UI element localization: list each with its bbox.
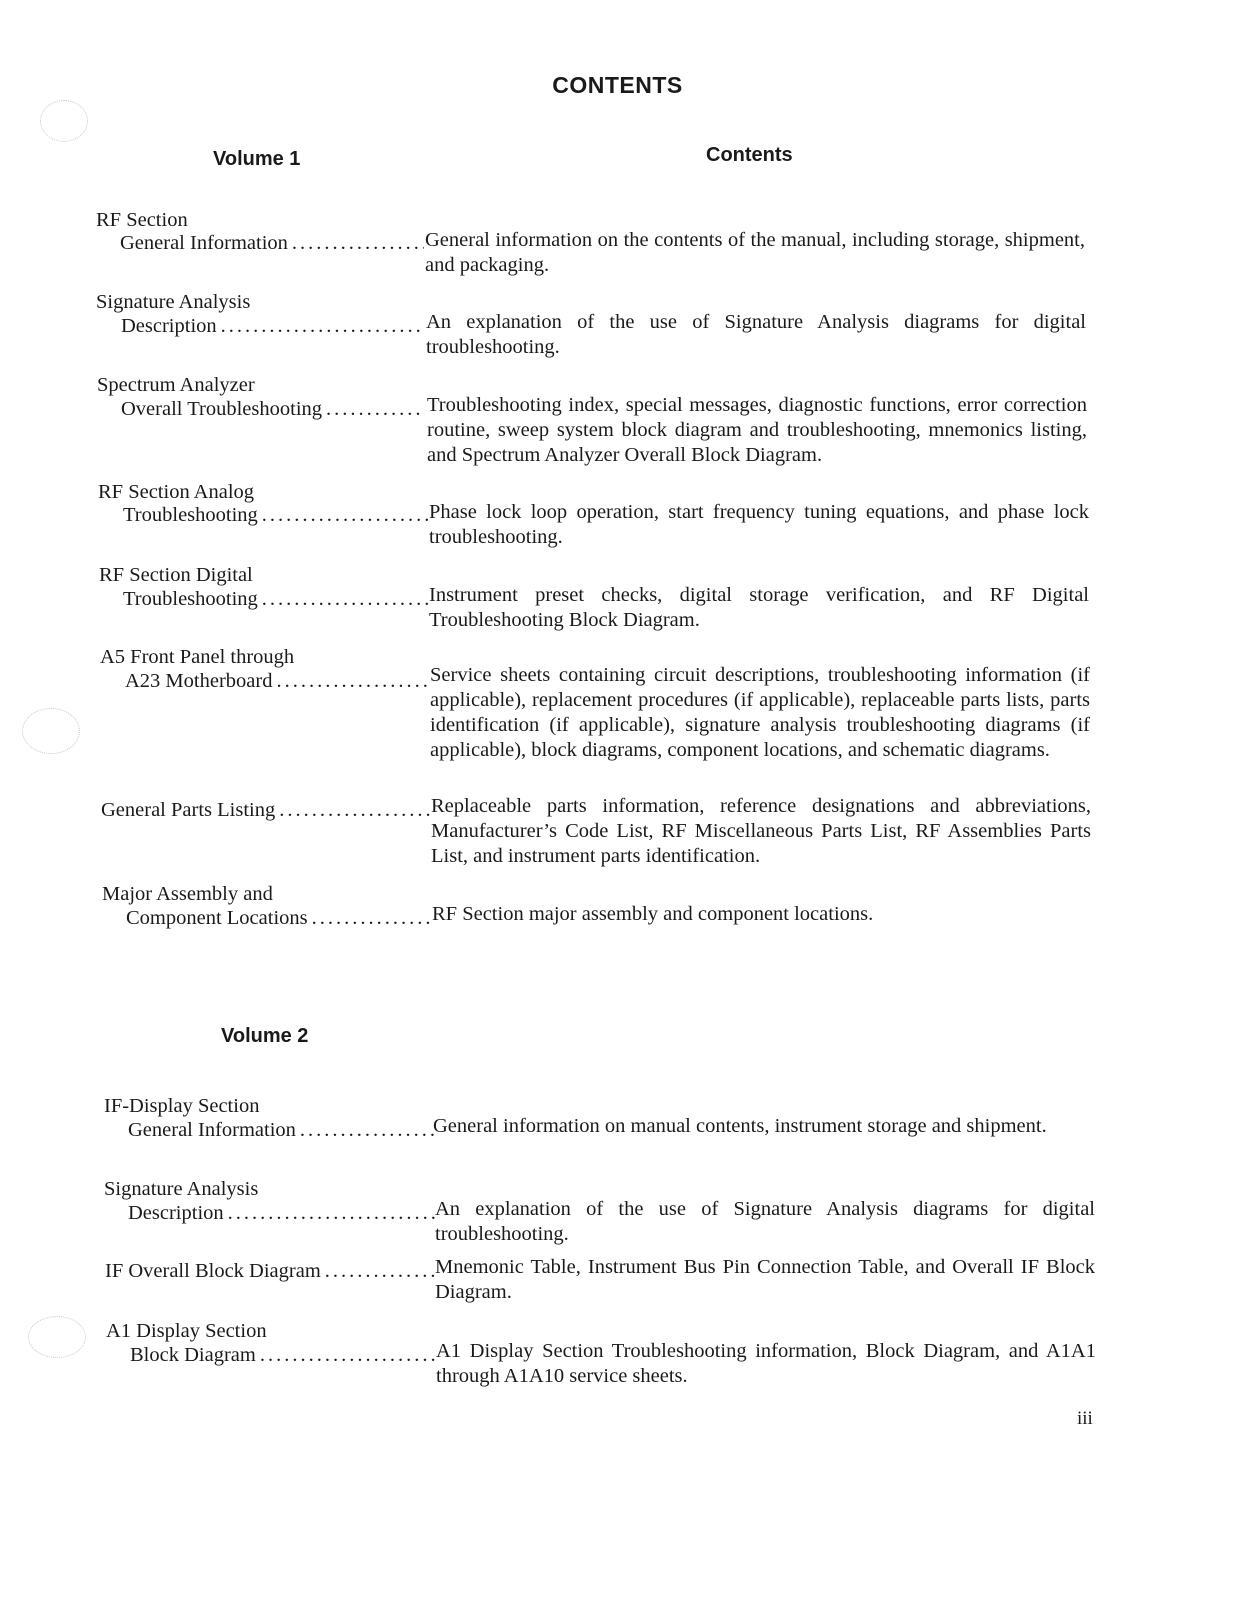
entry-title: Description	[121, 315, 217, 337]
dot-leader	[312, 906, 433, 931]
entry-title-line	[123, 587, 435, 612]
entry-title-line	[121, 314, 431, 339]
entry-description: An explanation of the use of Signature Analysis diagrams for digital troubleshooting.	[426, 311, 1086, 358]
entry-title-line	[128, 1118, 440, 1143]
volume-1-heading: Volume 1	[213, 148, 301, 170]
entry-title-line	[120, 231, 430, 256]
dot-leader	[300, 1118, 434, 1143]
entry-title-line	[128, 1201, 442, 1226]
page-number: iii	[1077, 1408, 1093, 1429]
entry-description: Troubleshooting index, special messages, diagnostic functions, error correction routine, sweep system block diagram and troubleshooting, mnemonics listing, and Spectrum Analyzer Overall Block Diagram.	[427, 394, 1087, 466]
binder-hole-mark	[40, 100, 88, 142]
entry-title: Overall Troubleshooting	[121, 398, 323, 420]
entry-description: A1 Display Section Troubleshooting information, Block Diagram, and A1A1 through A1A10 service sheets.	[436, 1340, 1096, 1387]
entry-section-label: A1 Display Section	[106, 1320, 267, 1342]
dot-leader	[262, 503, 428, 528]
entry-section-label: Major Assembly and	[102, 883, 273, 905]
dot-leader	[262, 587, 429, 612]
entry-description: An explanation of the use of Signature Analysis diagrams for digital troubleshooting.	[435, 1198, 1095, 1245]
entry-description: Mnemonic Table, Instrument Bus Pin Connection Table, and Overall IF Block Diagram.	[435, 1256, 1095, 1303]
dot-leader	[276, 669, 430, 694]
entry-section-label: Signature Analysis	[96, 291, 251, 313]
entry-title: Description	[128, 1202, 224, 1224]
entry-title-line	[126, 906, 439, 931]
entry-section-label: RF Section Analog	[98, 481, 255, 503]
entry-title-line	[125, 669, 436, 694]
entry-description: RF Section major assembly and component locations.	[432, 903, 874, 925]
entry-section-label: IF-Display Section	[104, 1095, 260, 1117]
entry-title-line	[105, 1259, 441, 1284]
entry-description: General information on the contents of the manual, including storage, shipment, and packaging.	[425, 229, 1085, 276]
entry-title-line	[123, 503, 434, 528]
dot-leader	[325, 1259, 435, 1284]
page-title: CONTENTS	[552, 72, 683, 98]
entry-description: General information on manual contents, instrument storage and shipment.	[433, 1115, 1047, 1137]
entry-section-label: RF Section	[96, 209, 188, 231]
entry-title: Component Locations	[126, 907, 308, 929]
entry-title-line	[130, 1343, 443, 1368]
dot-leader	[221, 314, 425, 339]
entry-title: IF Overall Block Diagram	[105, 1260, 321, 1282]
binder-hole-mark	[28, 1316, 86, 1358]
entry-section-label: Spectrum Analyzer	[97, 374, 255, 396]
entry-title-line	[121, 397, 431, 422]
contents-column-heading: Contents	[706, 144, 793, 166]
entry-title: General Information	[120, 232, 288, 254]
entry-description: Instrument preset checks, digital storage verification, and RF Digital Troubleshooting Block Diagram.	[429, 584, 1089, 631]
volume-2-heading: Volume 2	[221, 1025, 309, 1047]
entry-section-label: Signature Analysis	[104, 1178, 259, 1200]
entry-title: Troubleshooting	[123, 504, 258, 526]
dot-leader	[326, 397, 425, 422]
entry-title: A23 Motherboard	[125, 670, 273, 692]
entry-section-label: A5 Front Panel through	[100, 646, 295, 668]
dot-leader	[228, 1201, 436, 1226]
entry-description: Replaceable parts information, reference designations and abbreviations, Manufacturer’s Code List, RF Miscellaneous Parts List, RF Assemblies Parts List, and instrument parts identification.	[431, 795, 1091, 867]
entry-title: Block Diagram	[130, 1344, 256, 1366]
dot-leader	[279, 798, 432, 823]
dot-leader	[292, 231, 424, 256]
entry-section-label: RF Section Digital	[99, 564, 253, 586]
entry-title-line	[101, 798, 438, 823]
entry-title: General Information	[128, 1119, 296, 1141]
dot-leader	[260, 1343, 437, 1368]
binder-hole-mark	[22, 708, 80, 754]
entry-title: Troubleshooting	[123, 588, 258, 610]
entry-title: General Parts Listing	[101, 799, 276, 821]
entry-description: Phase lock loop operation, start frequency tuning equations, and phase lock troubleshooting.	[429, 501, 1089, 548]
entry-description: Service sheets containing circuit descriptions, troubleshooting information (if applicable), replacement procedures (if applicable), replaceable parts lists, parts identification (if applicable), signature analysis troubleshooting diagrams (if applicable), block diagrams, component locations, and schematic diagrams.	[430, 664, 1090, 761]
